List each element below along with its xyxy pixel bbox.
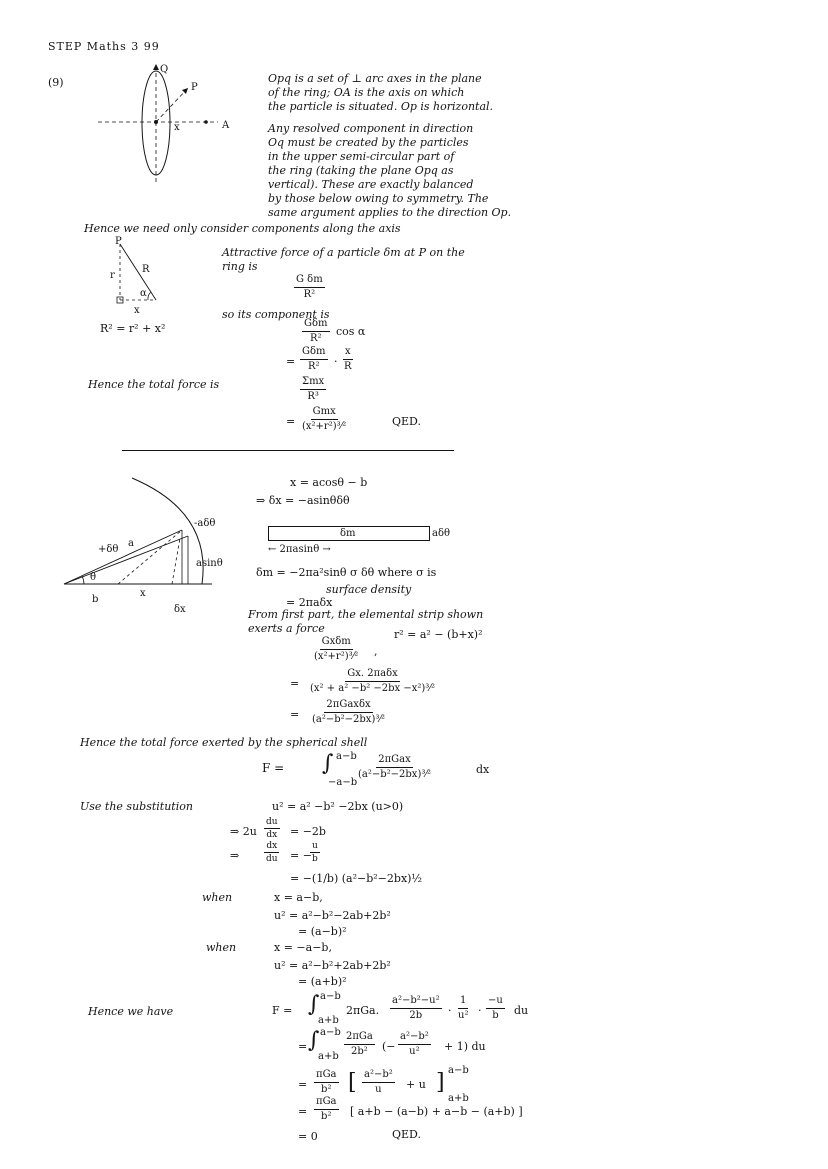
strip-thickness: aδθ bbox=[432, 528, 451, 539]
integrand-3-frac: $\frac{\text{a²−b²}}{\text{u²}}$ bbox=[400, 1031, 429, 1057]
integrand-2-frac-b: $\frac{1}{\text{u²}}$ bbox=[458, 995, 469, 1021]
integral-upper: a−b bbox=[336, 751, 357, 762]
total-shell-text: Hence the total force exerted by the spherical shell bbox=[80, 736, 368, 749]
dx-label: δx bbox=[174, 604, 186, 615]
section-divider bbox=[122, 450, 454, 451]
exerts-text: exerts a force bbox=[248, 622, 325, 635]
force-fraction: $\frac{\text{G δm}}{\text{R²}}$ bbox=[296, 274, 323, 300]
r-definition: r² = a² − (b+x)² bbox=[394, 628, 483, 641]
strip-length: ← 2πasinθ → bbox=[268, 544, 331, 555]
F-lhs: F = bbox=[262, 761, 285, 775]
asin-label: asinθ bbox=[196, 558, 223, 569]
page-header: STEP Maths 3 99 bbox=[48, 40, 160, 53]
eval-2-body: [ a+b − (a−b) + a−b − (a+b) ] bbox=[350, 1105, 523, 1118]
when1-x: x = a−b, bbox=[274, 891, 323, 904]
when2-u: u² = a²−b²+2ab+2b² bbox=[274, 959, 391, 972]
dot-sign: · bbox=[334, 355, 338, 368]
equals-sign: = bbox=[286, 355, 296, 368]
when2-u2: = (a+b)² bbox=[298, 975, 347, 988]
strip-force-fraction-2: Gx. 2πaδx (x² + a² −b² −2bx −x²)³⁄² bbox=[310, 668, 435, 694]
eval-1-frac: $\frac{\text{a²−b²}}{u}$ bbox=[364, 1069, 393, 1095]
radius-a-label: a bbox=[128, 538, 134, 549]
integral-sign: ∫ bbox=[308, 1028, 320, 1053]
equals-sign: = bbox=[298, 1078, 308, 1091]
component-fraction-1: Gδm R² bbox=[304, 318, 328, 344]
dx-definition: ⇒ δx = −asinθδθ bbox=[256, 494, 350, 507]
equals-sign: = bbox=[290, 708, 300, 721]
deriv-expanded: = −(1/b) (a²−b²−2bx)½ bbox=[290, 872, 423, 885]
equals-sign: = bbox=[290, 677, 300, 690]
equals-sign: = bbox=[298, 1040, 308, 1053]
neg-dtheta-label: -aδθ bbox=[194, 518, 216, 529]
equals-sign: = bbox=[286, 415, 296, 428]
strip-label: δm bbox=[340, 528, 356, 539]
qed-2: QED. bbox=[392, 1128, 421, 1141]
integral-lower: a+b bbox=[318, 1051, 339, 1062]
integrand-1: 2πGax (a²−b²−2bx)³⁄² bbox=[358, 754, 432, 780]
eval-1-coef: πGa b² bbox=[316, 1069, 337, 1095]
x-axis-label: x bbox=[174, 122, 180, 133]
integral-sign: ∫ bbox=[308, 992, 320, 1017]
x-over-R: $\frac{x}{R}$ bbox=[344, 346, 352, 372]
equals-sign: = bbox=[298, 1105, 308, 1118]
integral-sign: ∫ bbox=[322, 751, 334, 776]
deriv-rhs: = −2b bbox=[290, 825, 326, 838]
integrand-3-coef: 2πGa 2b² bbox=[346, 1031, 373, 1057]
total-force-fraction: Σmx R³ bbox=[302, 376, 325, 402]
hence-axis-text: Hence we need only consider components along the axis bbox=[84, 222, 401, 235]
bracket-lower: a+b bbox=[448, 1093, 469, 1104]
F2-lhs: F = bbox=[272, 1004, 293, 1017]
sphere-figure bbox=[62, 472, 242, 622]
result-zero: = 0 bbox=[298, 1130, 318, 1143]
dx-du: $\frac{dx}{du}$ bbox=[266, 841, 278, 864]
integral-lower: −a−b bbox=[328, 777, 358, 788]
x-definition: x = acosθ − b bbox=[290, 476, 368, 489]
integral-lower: a+b bbox=[318, 1015, 339, 1026]
substitution-def: u² = a² −b² −2bx (u>0) bbox=[272, 800, 404, 813]
integral-upper: a−b bbox=[320, 1027, 341, 1038]
integrand-2-frac-c: $\frac{-u}{b}$ bbox=[488, 995, 503, 1021]
p-label: P bbox=[191, 82, 198, 93]
dm-value: = 2πaδx bbox=[286, 596, 333, 609]
component-fraction-2: Gδm R² bbox=[302, 346, 326, 372]
when2-x: x = −a−b, bbox=[274, 941, 332, 954]
pos-dtheta-label: +δθ bbox=[98, 544, 119, 555]
attractive-text-2: ring is bbox=[222, 260, 258, 273]
integrand-coefficient: 2πGa. bbox=[346, 1004, 380, 1017]
x-label: x bbox=[140, 588, 146, 599]
hence-we-have-text: Hence we have bbox=[88, 1005, 174, 1018]
qed-1: QED. bbox=[392, 415, 421, 428]
bracket-upper: a−b bbox=[448, 1065, 469, 1076]
dm-definition: δm = −2πa²sinθ σ δθ where σ is bbox=[256, 566, 437, 579]
comma: , bbox=[374, 645, 378, 658]
r-label: r bbox=[110, 270, 115, 281]
when1-u: u² = a²−b²−2ab+2b² bbox=[274, 909, 391, 922]
du-text: du bbox=[514, 1004, 529, 1017]
from-first-part-text: From first part, the elemental strip shown bbox=[248, 608, 484, 621]
p-point-label: P bbox=[115, 236, 122, 247]
deriv-lhs: ⇒ 2u bbox=[230, 825, 257, 838]
a-label: A bbox=[222, 120, 230, 131]
alpha-label: α bbox=[140, 288, 147, 299]
du-dx: $\frac{du}{dx}$ bbox=[266, 817, 278, 840]
R-label: R bbox=[142, 264, 150, 275]
dx-text: dx bbox=[476, 763, 490, 776]
minus-sign: = − bbox=[290, 849, 312, 862]
b-label: b bbox=[92, 594, 99, 605]
question-number: (9) bbox=[48, 76, 64, 89]
dot-sign: · bbox=[448, 1004, 452, 1017]
dot-sign: · bbox=[478, 1004, 482, 1017]
x-label: x bbox=[134, 305, 140, 316]
total-force-text: Hence the total force is bbox=[88, 378, 220, 391]
eval-2-coef: πGa b² bbox=[316, 1096, 337, 1122]
integrand-3-tail: + 1) du bbox=[444, 1040, 486, 1053]
use-substitution-text: Use the substitution bbox=[80, 800, 193, 813]
when-2: when bbox=[206, 941, 237, 954]
surface-density-text: surface density bbox=[326, 583, 412, 596]
u-over-b: $\frac{u}{b}$ bbox=[312, 841, 318, 864]
pythagoras: R² = r² + x² bbox=[100, 322, 166, 335]
final-force-fraction: Gmx (x²+r²)³⁄² bbox=[302, 406, 347, 432]
implies-arrow: ⇒ bbox=[230, 849, 240, 862]
cos-alpha: cos α bbox=[336, 325, 366, 338]
triangle-figure bbox=[108, 238, 188, 318]
plus-u: + u bbox=[406, 1078, 426, 1091]
when-1: when bbox=[202, 891, 233, 904]
q-label: Q bbox=[160, 64, 169, 75]
bracket-open: [ bbox=[348, 1070, 357, 1095]
integral-upper: a−b bbox=[320, 991, 341, 1002]
ring-figure bbox=[96, 58, 256, 188]
integrand-2-frac-a: $\frac{\text{a²−b²−u²}}{2b}$ bbox=[392, 995, 440, 1021]
strip-force-fraction-1: Gxδm (x²+r²)³⁄² bbox=[314, 636, 359, 662]
bracket-close: ] bbox=[436, 1070, 445, 1095]
paren-open: (− bbox=[382, 1040, 396, 1053]
theta-label: θ bbox=[90, 572, 97, 583]
strip-force-fraction-3: 2πGaxδx (a²−b²−2bx)³⁄² bbox=[312, 699, 386, 725]
when1-u2: = (a−b)² bbox=[298, 925, 347, 938]
component-text: so its component is bbox=[222, 308, 330, 321]
attractive-text-1: Attractive force of a particle δm at P on the bbox=[222, 246, 465, 259]
